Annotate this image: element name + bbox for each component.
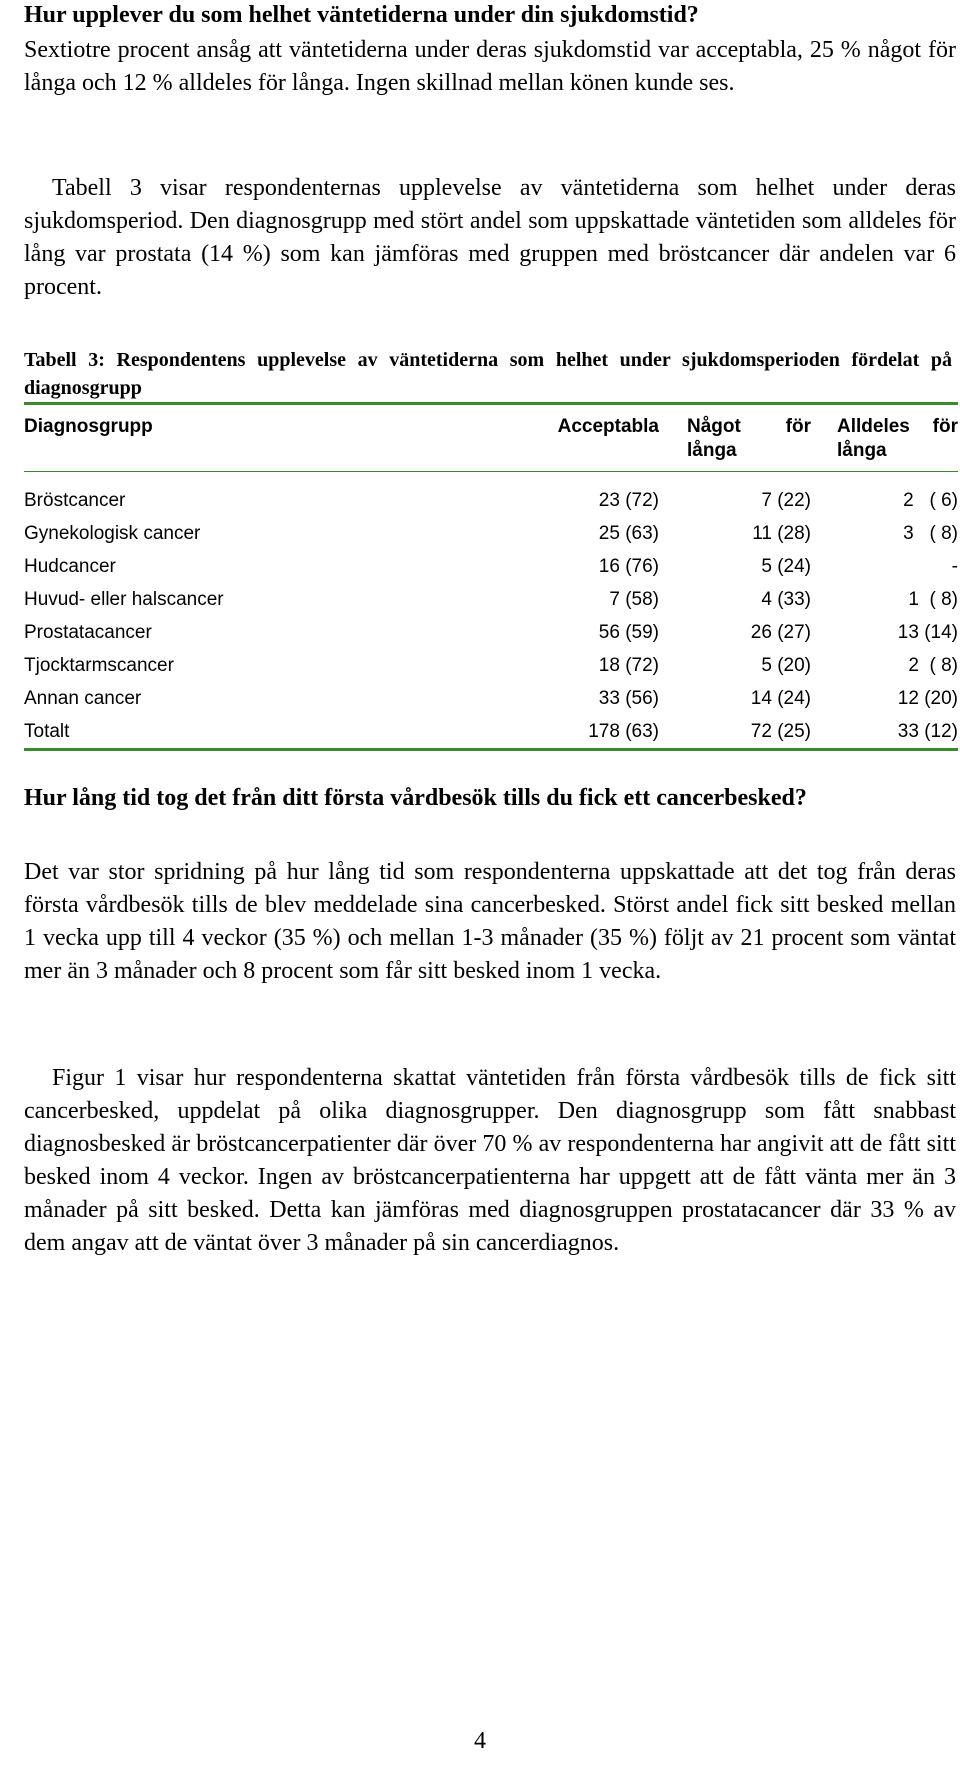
row-name: Totalt bbox=[24, 721, 70, 742]
cell-acceptabla: 23 (72) bbox=[598, 490, 659, 511]
cell-nagot: 26 (27) bbox=[750, 622, 811, 643]
section2-heading: Hur lång tid tog det från ditt första vårdbesök tills du fick ett cancerbesked? bbox=[24, 785, 807, 811]
section1-paragraph-2: Tabell 3 visar respondenternas upplevelse av väntetiderna som helhet under deras sjukdomsperiod. Den diagnosgrupp med stört andel som uppskattade väntetiden som alldeles för lång var prostata (14 %) som kan jämföras med gruppen med bröstcancer där andelen var 6 procent. bbox=[24, 175, 956, 300]
section2-paragraph-1: Det var stor spridning på hur lång tid som respondenterna uppskattade att det tog från deras första vårdbesök tills de blev meddelade sina cancerbesked. Störst andel fick sitt besked mellan 1 vecka upp till 4 veckor (35 %) och mellan 1-3 månader (35 %) följt av 21 procent som väntat mer än 3 månader och 8 procent som får sitt besked inom 1 vecka. bbox=[24, 859, 956, 984]
cell-alldeles: 3 ( 8) bbox=[903, 523, 958, 544]
table-row-total bbox=[24, 715, 958, 750]
table-row bbox=[24, 517, 958, 550]
header-nagot-word: Något bbox=[687, 416, 741, 437]
cell-acceptabla: 178 (63) bbox=[588, 721, 659, 742]
cell-nagot: 7 (22) bbox=[761, 490, 811, 511]
cell-nagot: 5 (20) bbox=[761, 655, 811, 676]
header-nagot-line2: långa bbox=[687, 440, 737, 461]
table-row bbox=[24, 550, 958, 583]
cell-acceptabla: 56 (59) bbox=[598, 622, 659, 643]
row-name: Bröstcancer bbox=[24, 490, 126, 511]
cell-acceptabla: 16 (76) bbox=[598, 556, 659, 577]
table-header-row bbox=[24, 404, 958, 472]
cell-alldeles: 13 (14) bbox=[897, 622, 958, 643]
cell-acceptabla: 7 (58) bbox=[609, 589, 659, 610]
cell-alldeles: 12 (20) bbox=[897, 688, 958, 709]
cell-nagot: 14 (24) bbox=[750, 688, 811, 709]
table-caption: Tabell 3: Respondentens upplevelse av väntetiderna som helhet under sjukdomsperioden fördelat på diagnosgrupp bbox=[24, 349, 952, 399]
table-row bbox=[24, 616, 958, 649]
section2-paragraph-2: Figur 1 visar hur respondenterna skattat väntetiden från första vårdbesök tills de fick sitt cancerbesked, uppdelat på olika diagnosgrupper. Den diagnosgrupp som fått snabbast diagnosbesked är bröstcancerpatienter där över 70 % av respondenterna har angivit att de fått sitt besked inom 4 veckor. Ingen av bröstcancerpatienterna har uppgett att de fått vänta mer än 3 månader på sitt besked. Detta kan jämföras med diagnosgruppen prostatacancer där 33 % av dem angav att de väntat över 3 månader på sin cancerdiagnos. bbox=[24, 1065, 956, 1256]
cell-nagot: 11 (28) bbox=[752, 523, 811, 544]
header-alldeles-line1 bbox=[811, 415, 958, 439]
header-diagnosgrupp: Diagnosgrupp bbox=[24, 416, 153, 437]
section1-heading: Hur upplever du som helhet väntetiderna under din sjukdomstid? bbox=[24, 2, 699, 28]
cell-nagot: 5 (24) bbox=[761, 556, 811, 577]
section1-paragraph-1: Sextiotre procent ansåg att väntetiderna under deras sjukdomstid var acceptabla, 25 % något för långa och 12 % alldeles för långa. Ingen skillnad mellan könen kunde ses. bbox=[24, 37, 956, 96]
table-row bbox=[24, 682, 958, 715]
table-3 bbox=[24, 402, 958, 751]
table-row bbox=[24, 484, 958, 517]
header-acceptabla: Acceptabla bbox=[557, 416, 659, 437]
cell-alldeles: 2 ( 8) bbox=[908, 655, 958, 676]
header-nagot-for-langa bbox=[659, 404, 811, 472]
row-name: Tjocktarmscancer bbox=[24, 655, 174, 676]
table-row bbox=[24, 583, 958, 616]
header-for-word-2: för bbox=[932, 416, 958, 437]
cell-acceptabla: 18 (72) bbox=[598, 655, 659, 676]
cell-acceptabla: 33 (56) bbox=[598, 688, 659, 709]
row-name: Hudcancer bbox=[24, 556, 116, 577]
header-for-word: för bbox=[785, 416, 811, 437]
header-alldeles-word: Alldeles bbox=[837, 416, 910, 437]
cell-acceptabla: 25 (63) bbox=[598, 523, 659, 544]
row-name: Annan cancer bbox=[24, 688, 142, 709]
cell-alldeles: 1 ( 8) bbox=[908, 589, 958, 610]
header-alldeles-line2: långa bbox=[837, 440, 887, 461]
cell-alldeles: - bbox=[951, 556, 958, 577]
row-name: Gynekologisk cancer bbox=[24, 523, 201, 544]
page-number: 4 bbox=[474, 1728, 486, 1754]
cell-nagot: 4 (33) bbox=[761, 589, 811, 610]
cell-alldeles: 2 ( 6) bbox=[903, 490, 958, 511]
table-row bbox=[24, 649, 958, 682]
header-nagot-line1 bbox=[659, 415, 811, 439]
row-name: Prostatacancer bbox=[24, 622, 152, 643]
cell-alldeles: 33 (12) bbox=[897, 721, 958, 742]
cell-nagot: 72 (25) bbox=[750, 721, 811, 742]
header-alldeles-for-langa bbox=[811, 404, 958, 472]
row-name: Huvud- eller halscancer bbox=[24, 589, 224, 610]
